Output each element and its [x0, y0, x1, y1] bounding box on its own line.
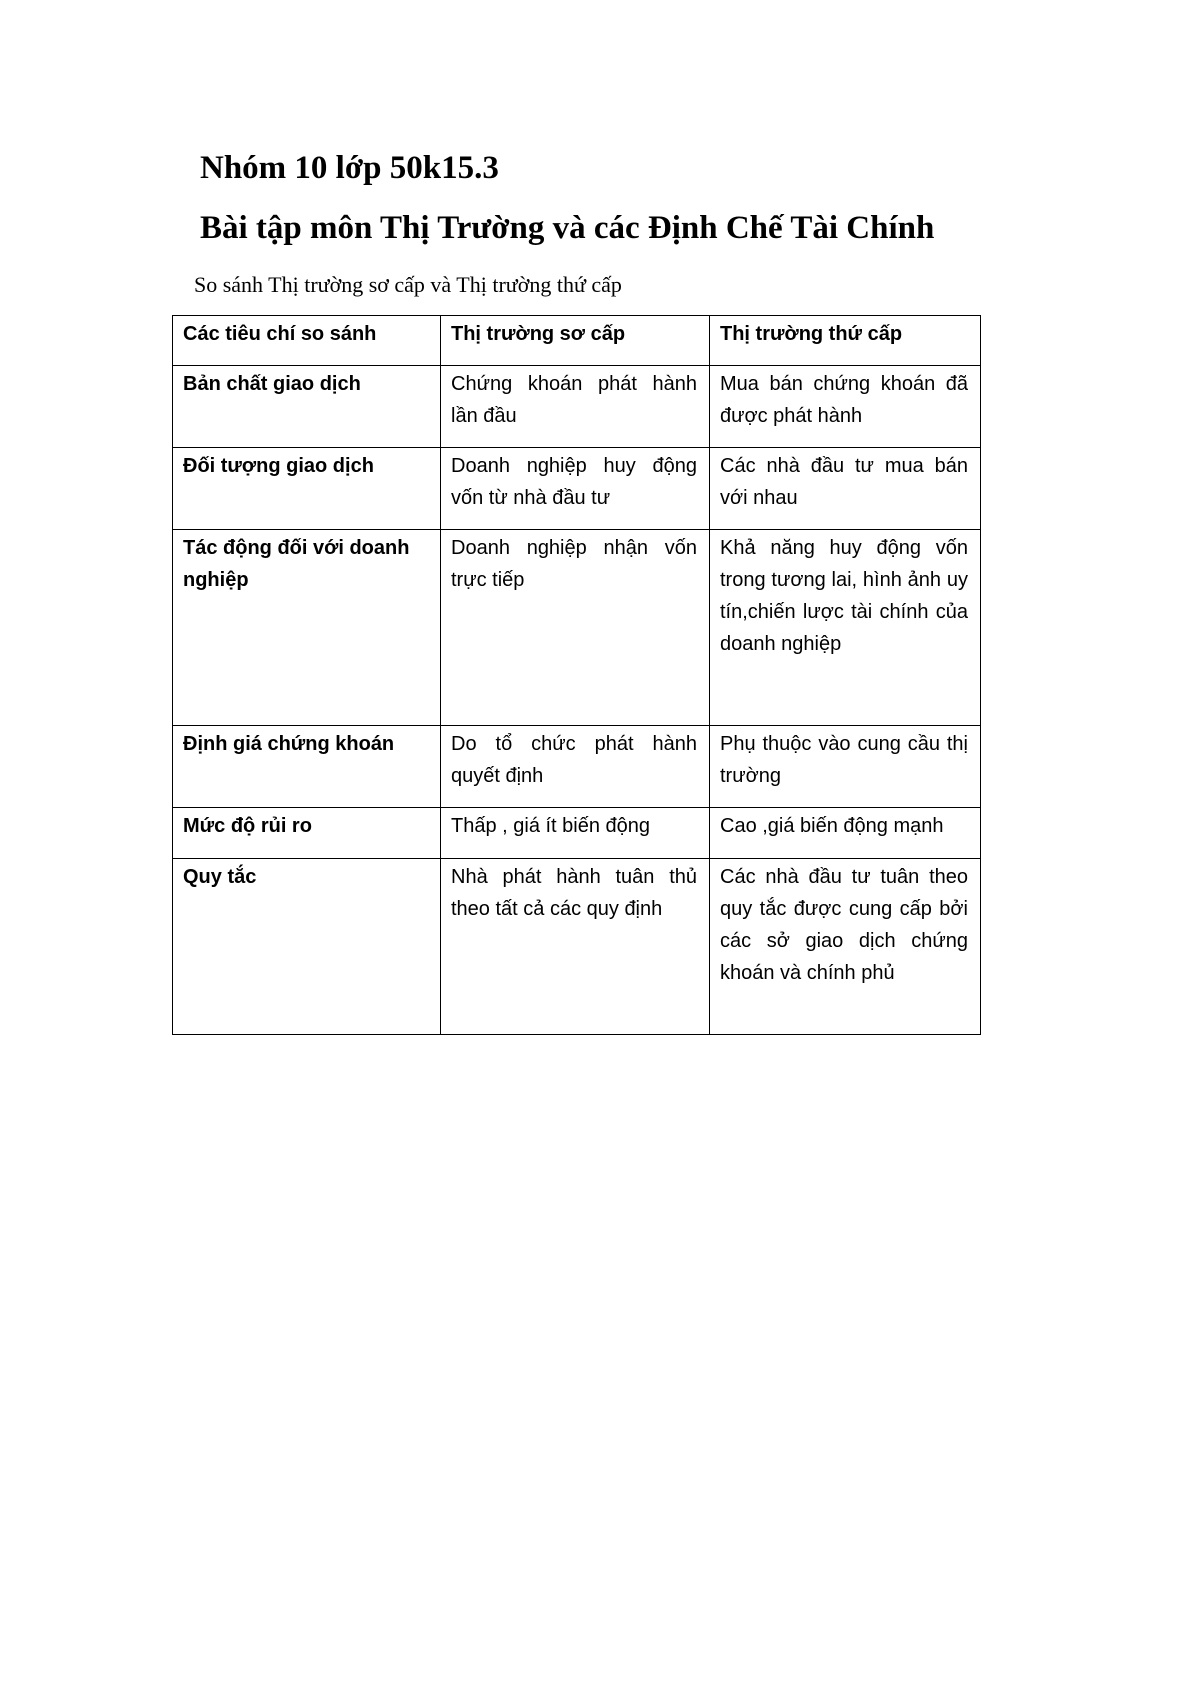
primary-market-cell: Doanh nghiệp huy động vốn từ nhà đầu tư: [441, 448, 710, 530]
header-primary-market: Thị trường sơ cấp: [441, 316, 710, 366]
primary-market-cell: Do tổ chức phát hành quyết định: [441, 726, 710, 808]
criterion-cell: Đối tượng giao dịch: [173, 448, 441, 530]
secondary-market-cell: Phụ thuộc vào cung cầu thị trường: [710, 726, 981, 808]
primary-market-cell: Thấp , giá ít biến động: [441, 808, 710, 859]
primary-market-cell: Nhà phát hành tuân thủ theo tất cả các quy định: [441, 859, 710, 1035]
table-row: [173, 726, 981, 808]
table-row: [173, 859, 981, 1035]
criterion-cell: Bản chất giao dịch: [173, 366, 441, 448]
criterion-cell: Quy tắc: [173, 859, 441, 1035]
comparison-table: [172, 315, 981, 1035]
primary-market-cell: Chứng khoán phát hành lần đầu: [441, 366, 710, 448]
table-row: [173, 530, 981, 726]
document-subtitle: So sánh Thị trường sơ cấp và Thị trường thứ cấp: [194, 272, 622, 297]
secondary-market-cell: Khả năng huy động vốn trong tương lai, hình ảnh uy tín,chiến lược tài chính của doanh nghiệp: [710, 530, 981, 726]
table-row: [173, 448, 981, 530]
criterion-cell: Tác động đối với doanh nghiệp: [173, 530, 441, 726]
secondary-market-cell: Các nhà đầu tư tuân theo quy tắc được cung cấp bởi các sở giao dịch chứng khoán và chính phủ: [710, 859, 981, 1035]
table-row: [173, 366, 981, 448]
secondary-market-cell: Các nhà đầu tư mua bán với nhau: [710, 448, 981, 530]
document-title: Nhóm 10 lớp 50k15.3: [200, 150, 499, 186]
document-subject-title: Bài tập môn Thị Trường và các Định Chế Tài Chính: [200, 210, 935, 246]
secondary-market-cell: Mua bán chứng khoán đã được phát hành: [710, 366, 981, 448]
criterion-cell: Mức độ rủi ro: [173, 808, 441, 859]
table-header-row: [173, 316, 981, 366]
secondary-market-cell: Cao ,giá biến động mạnh: [710, 808, 981, 859]
primary-market-cell: Doanh nghiệp nhận vốn trực tiếp: [441, 530, 710, 726]
header-criteria: Các tiêu chí so sánh: [173, 316, 441, 366]
header-secondary-market: Thị trường thứ cấp: [710, 316, 981, 366]
table-row: [173, 808, 981, 859]
criterion-cell: Định giá chứng khoán: [173, 726, 441, 808]
